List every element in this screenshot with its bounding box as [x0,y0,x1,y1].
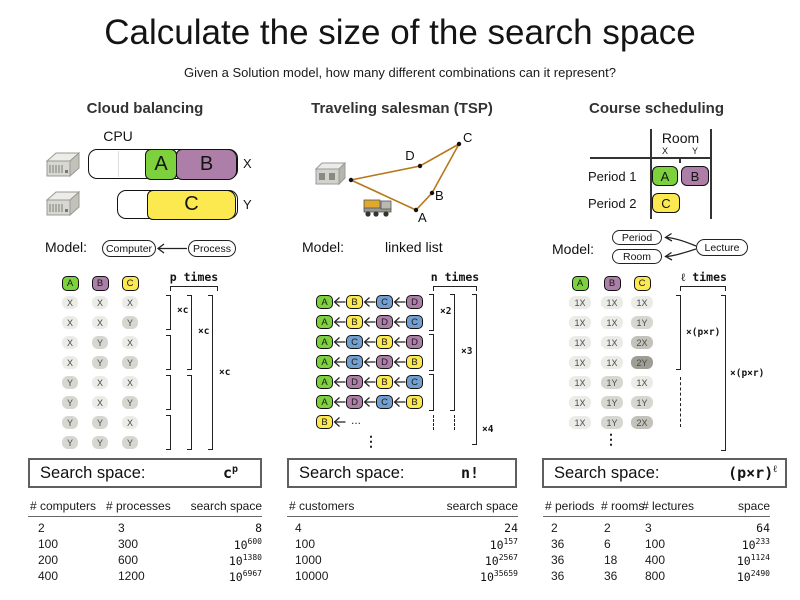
cloud-assignment-cell: Y [122,396,138,409]
tsp-search-space-value: $10^{157}$ [489,537,518,552]
tsp-chain-node: C [376,295,393,309]
factor-label: ×c [219,367,231,378]
room-label: Room [661,130,700,146]
course-entity-badge: B [604,276,621,291]
tsp-chain-node: B [406,355,423,369]
process-entity-pill: Process [188,240,236,257]
cloud-formula: $c^p$ [222,464,238,482]
tsp-chain-node: A [316,335,333,349]
depot-icon [316,163,345,184]
tsp-chain-node: A [316,315,333,329]
tsp-table-cell: 100 [295,537,316,551]
course-table-cell: 100 [645,537,666,551]
tsp-map [305,126,485,224]
cloud-assignment-cell: X [122,416,138,429]
cloud-table-cell: 600 [118,553,139,567]
cloud-assignment-cell: X [62,336,78,349]
bracket [187,375,192,450]
bracket [208,295,213,450]
computer-x-label: X [243,156,252,171]
tsp-chain-node: B [376,335,393,349]
course-assignment-cell: 2X [631,416,653,429]
search-space-label: Search space: [40,463,146,482]
course-model-arrows-icon [664,230,696,266]
tsp-table-header: search space [446,499,518,513]
bracket [166,415,171,450]
course-matrix-ellipsis: ⋮ [604,431,618,447]
factor-label: ×4 [482,424,494,435]
cloud-assignment-cell: X [62,296,78,309]
tsp-search-space-value: $10^{2567}$ [484,553,518,568]
depot-node [349,178,353,182]
server-icon [44,189,82,219]
grid-tick [679,157,681,163]
tsp-chain-node: B [316,415,333,429]
l-times-label: ℓ times [681,270,727,284]
chain-arrow-icon [333,295,346,314]
course-search-space-value: $10^{233}$ [741,537,770,552]
cloud-assignment-cell: X [122,376,138,389]
page-subtitle: Given a Solution model, how many different combinations can it represent? [184,65,616,80]
course-assignment-cell: 1Y [631,396,653,409]
cloud-assignment-cell: X [92,316,108,329]
chain-arrow-icon [333,315,346,334]
cloud-table-cell: 1200 [118,569,145,583]
bracket [472,294,477,445]
city-node-d [418,164,422,168]
room-y-label: Y [691,146,698,156]
cloud-search-space-value: $10^{6967}$ [228,569,262,584]
tsp-chain-node: A [316,395,333,409]
cpu-label: CPU [103,128,133,144]
course-table-cell: 2 [551,521,558,535]
model-arrow-icon [156,240,188,257]
city-node-b [430,191,434,195]
course-table-cell: 3 [645,521,652,535]
course-assignment-cell: 1X [631,296,653,309]
chain-arrow-icon [393,395,406,414]
tsp-chain-node: A [316,375,333,389]
chain-ellipsis: ... [351,413,362,427]
p-times-label: p times [169,270,219,284]
period-1-label: Period 1 [588,169,637,184]
course-assignment-cell: 1Y [601,396,623,409]
course-entity-badge: A [572,276,589,291]
course-assignment-cell: 1X [601,296,623,309]
course-table-cell: 36 [551,569,565,583]
city-label-a: A [418,210,427,224]
course-search-space-value: $10^{1124}$ [736,553,770,568]
tsp-heading: Traveling salesman (TSP) [311,100,493,117]
period-2-label: Period 2 [588,196,637,211]
tsp-table-cell: 4 [295,521,302,535]
tsp-chain-node: B [376,375,393,389]
tsp-search-space-value: $10^{35659}$ [480,569,518,584]
chain-arrow-icon [363,315,376,334]
factor-label: ×3 [461,346,473,357]
chain-arrow-icon [333,335,346,354]
tsp-table [287,499,518,587]
cloud-entity-badge: B [92,276,109,291]
room-x-label: X [661,146,668,156]
cloud-table-cell: 2 [38,521,45,535]
bracket [680,286,726,291]
chain-arrow-icon [393,315,406,334]
lecture-c-badge: C [652,193,680,213]
grid-line [590,157,711,159]
course-table-header: # lectures [642,499,695,513]
cloud-table-header: search space [190,499,262,513]
chain-arrow-icon [393,295,406,314]
tsp-chain-node: D [346,375,363,389]
course-table-header: space [737,499,770,513]
cloud-assignment-cell: Y [92,336,108,349]
course-search-space-value: $10^{2490}$ [736,569,770,584]
course-assignment-cell: 1Y [631,316,653,329]
tsp-table-cell: 1000 [295,553,322,567]
course-assignment-cell: 2Y [631,356,653,369]
course-assignment-cell: 1X [569,336,591,349]
tsp-chain-node: C [406,375,423,389]
table-rule [28,516,262,517]
tsp-table-cell: 10000 [295,569,329,583]
period-pill: Period [612,230,662,245]
factor-label: ×2 [440,306,452,317]
lecture-b-badge: B [681,166,709,186]
course-assignment-cell: 1X [601,356,623,369]
server-icon [44,150,82,180]
bracket [721,295,726,451]
cloud-model-label: Model: [45,239,88,255]
tsp-model-value: linked list [385,239,443,255]
computer-entity-pill: Computer [102,240,156,257]
chain-arrow-icon [393,335,406,354]
computer-y-label: Y [243,197,252,212]
cloud-assignment-cell: X [62,356,78,369]
table-rule [543,516,770,517]
course-heading: Course scheduling [588,100,725,117]
bracket [166,335,171,370]
tsp-chain-node: D [376,315,393,329]
cloud-assignment-cell: X [92,396,108,409]
process-a-block: A [145,149,177,180]
cloud-search-space-box [28,458,262,488]
cloud-heading: Cloud balancing [86,100,204,117]
cloud-table [28,499,262,587]
cloud-assignment-cell: Y [122,436,138,449]
cloud-table-cell: 200 [38,553,59,567]
lecture-a-badge: A [652,166,678,186]
course-assignment-cell: 1X [569,356,591,369]
tsp-matrix-ellipsis: ⋮ [364,433,378,449]
cloud-search-space-value: $10^{1380}$ [228,553,262,568]
cloud-table-header: # processes [106,499,171,513]
cloud-assignment-cell: Y [62,376,78,389]
cloud-assignment-cell: X [122,296,138,309]
cloud-table-cell: 3 [118,521,125,535]
course-assignment-cell: 1X [569,316,591,329]
cloud-search-space-value: 8 [255,521,262,535]
factor-label: ×c [198,326,210,337]
course-assignment-cell: 1Y [601,376,623,389]
course-table-header: # periods [545,499,595,513]
process-b-block: B [176,149,237,180]
course-table-header: # rooms [601,499,645,513]
course-table-cell: 36 [604,569,618,583]
course-assignment-cell: 2X [631,336,653,349]
cloud-search-space-value: $10^{600}$ [233,537,262,552]
course-assignment-cell: 1X [569,396,591,409]
city-label-d: D [405,148,415,163]
search-space-label: Search space: [554,463,660,482]
bracket [429,334,434,371]
course-assignment-cell: 1X [569,416,591,429]
course-table-cell: 36 [551,553,565,567]
city-node-c [457,142,461,146]
chain-arrow-icon [363,375,376,394]
tsp-model-label: Model: [302,239,345,255]
cloud-table-cell: 400 [38,569,59,583]
room-pill: Room [612,249,662,264]
tsp-search-space-value: 24 [504,521,518,535]
tsp-chain-node: B [346,315,363,329]
bracket-continuation [676,377,681,427]
course-formula: $(p\times r)^\ell$ [728,464,777,482]
bracket [429,294,434,331]
tsp-chain-node: B [406,395,423,409]
tsp-table-header: # customers [289,499,355,513]
course-search-space-box [542,458,787,488]
chain-arrow-icon [393,355,406,374]
cloud-assignment-cell: Y [122,356,138,369]
course-assignment-cell: 1X [601,336,623,349]
city-label-c: C [463,130,473,145]
chain-arrow-icon [363,335,376,354]
bracket [433,286,477,291]
course-table-cell: 18 [604,553,618,567]
bracket-continuation [450,415,455,430]
tsp-chain-node: C [346,335,363,349]
chain-arrow-icon [333,375,346,394]
chain-arrow-icon [363,355,376,374]
bracket [166,295,171,330]
course-assignment-cell: 1X [569,376,591,389]
course-table [543,499,770,587]
cloud-assignment-cell: Y [92,356,108,369]
course-table-cell: 800 [645,569,666,583]
course-assignment-cell: 1Y [601,416,623,429]
tsp-chain-node: C [346,355,363,369]
cloud-assignment-cell: Y [92,416,108,429]
course-assignment-cell: 1X [601,316,623,329]
table-rule [287,516,518,517]
search-space-label: Search space: [299,463,405,482]
tsp-search-space-box [287,458,517,488]
bracket [166,375,171,410]
tsp-chain-node: A [316,295,333,309]
course-table-cell: 400 [645,553,666,567]
bracket [429,374,434,411]
course-table-cell: 36 [551,537,565,551]
cloud-table-cell: 100 [38,537,59,551]
tsp-chain-node: D [376,355,393,369]
cloud-table-header: # computers [30,499,97,513]
tsp-chain-node: D [346,395,363,409]
course-model-label: Model: [552,241,595,257]
cloud-assignment-cell: X [62,316,78,329]
course-assignment-cell: 1X [569,296,591,309]
cloud-assignment-cell: X [92,376,108,389]
cloud-assignment-cell: Y [62,396,78,409]
cpu-capacity-line [118,151,119,177]
tsp-chain-node: D [406,335,423,349]
course-table-cell: 6 [604,537,611,551]
cloud-entity-badge: A [62,276,79,291]
tsp-chain-node: C [376,395,393,409]
cloud-assignment-cell: Y [92,436,108,449]
course-table-cell: 2 [604,521,611,535]
tsp-chain-node: A [316,355,333,369]
factor-label: ×(p×r) [686,327,721,338]
cloud-assignment-cell: X [122,336,138,349]
tsp-formula: n! [460,464,479,482]
truck-icon [364,200,391,217]
computer-x-bar [88,149,238,179]
cloud-assignment-cell: Y [122,316,138,329]
cloud-assignment-cell: X [92,296,108,309]
bracket [676,295,681,370]
tsp-chain-node: B [346,295,363,309]
chain-arrow-icon [393,375,406,394]
computer-y-bar [117,190,238,219]
chain-arrow-icon [363,395,376,414]
tsp-chain-node: D [406,295,423,309]
bracket-continuation [429,415,434,430]
course-assignment-cell: 1X [631,376,653,389]
course-entity-badge: C [634,276,651,291]
tsp-chain-node: C [406,315,423,329]
lecture-pill: Lecture [696,239,748,256]
process-c-block: C [147,190,236,220]
chain-arrow-icon [333,415,346,434]
chain-arrow-icon [363,295,376,314]
factor-label: ×c [177,305,189,316]
bracket [170,286,218,291]
page-title: Calculate the size of the search space [104,13,696,52]
cloud-entity-badge: C [122,276,139,291]
cloud-table-cell: 300 [118,537,139,551]
chain-arrow-icon [333,395,346,414]
factor-label: ×(p×r) [730,368,765,379]
chain-arrow-icon [333,355,346,374]
course-search-space-value: 64 [756,521,770,535]
cloud-assignment-cell: Y [62,436,78,449]
n-times-label: n times [430,270,480,284]
city-label-b: B [435,188,444,203]
cloud-assignment-cell: Y [62,416,78,429]
